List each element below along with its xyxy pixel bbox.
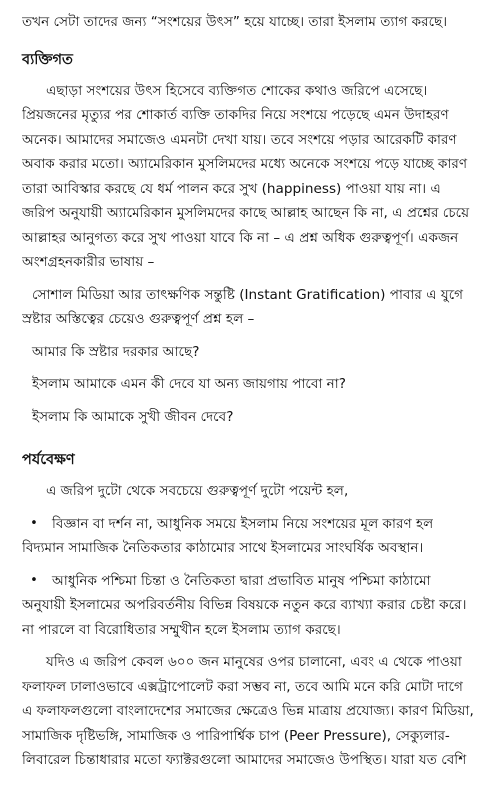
question-item: ইসলাম কি আমাকে সুখী জীবন দেবে? xyxy=(32,408,234,425)
question-item: ইসলাম আমাকে এমন কী দেবে যা অন্য জায়গায় পাবো না? xyxy=(32,376,346,392)
paragraph-line: অনেক। আমাদের সমাজেও এমনটা দেখা যায়। তবে সংশয়ে পড়ার আরেকটি কারণ xyxy=(22,131,457,148)
bullet-item xyxy=(22,569,484,643)
bullet-line: বিদ্যমান সামাজিক নৈতিকতার কাঠামোর সাথে ইসলামের সাংঘর্ষিক অবস্থান। xyxy=(22,540,424,556)
paragraph-line: যদিও এ জরিপ কেবল ৬০০ জন মানুষের ওপর চালানো, এবং এ থেকে পাওয়া xyxy=(46,654,462,670)
bullet-line: আধুনিক পশ্চিমা চিন্তা ও নৈতিকতা দ্বারা প্রভাবিত মানুষ পশ্চিমা কাঠামো xyxy=(52,572,431,589)
observation-intro: এ জরিপ দুটো থেকে সবচেয়ে গুরুত্বপূর্ণ দুটো পয়েন্ট হল, xyxy=(46,483,349,499)
paragraph-line: জরিপ অনুযায়ী অ্যামেরিকান মুসলিমদের কাছে আল্লাহ আছেন কি না, এ প্রশ্নের চেয়ে xyxy=(22,205,470,221)
intro-line: তখন সেটা তাদের জন্য “সংশয়ের উৎস” হয়ে যাচ্ছে। তারা ইসলাম ত্যাগ করছে। xyxy=(22,14,448,30)
quote-line: স্রষ্টার অস্তিত্বের চেয়েও গুরুত্বপূর্ণ প্রশ্ন হল – xyxy=(22,311,255,327)
paragraph-line: অবাক করার মতো। অ্যামেরিকান মুসলিমদের মধ্যে অনেকে সংশয়ে পড়ে যাচ্ছে কারণ xyxy=(22,156,468,172)
paragraph-line: আল্লাহর আনুগত্য করে সুখ পাওয়া যাবে কি না – এ প্রশ্ন অধিক গুরুত্বপূর্ণ। একজন xyxy=(22,229,459,246)
quote-line: সোশাল মিডিয়া আর তাৎক্ষণিক সন্তুষ্টি (Instant Gratification) পাবার এ যুগে xyxy=(32,286,464,303)
paragraph-line: লিবারেল চিন্তাধারার মতো ফ্যাক্টরগুলো আমাদের সমাজেও উপস্থিত। যারা যত বেশি xyxy=(22,752,467,768)
question-list xyxy=(22,340,484,430)
bullet-item xyxy=(22,512,484,561)
quote-block xyxy=(22,283,484,332)
paragraph-line: অংশগ্রহনকারীর ভাষায় – xyxy=(22,254,155,270)
closing-paragraph xyxy=(22,650,484,773)
section-heading-personal: ব্যক্তিগত xyxy=(22,51,73,68)
paragraph-line: প্রিয়জনের মৃত্যুর পর শোকার্ত ব্যক্তি তাকদির নিয়ে সংশয়ে পড়েছে এমন উদাহরণ xyxy=(22,107,449,123)
paragraph-line: এ ফলাফলগুলো বাংলাদেশের সমাজের ক্ষেত্রেও ভিন্ন মাত্রায় প্রযোজ্য। কারণ মিডিয়া, xyxy=(22,703,474,719)
bullet-line: না পারলে বা বিরোধিতার সম্মুখীন হলে ইসলাম ত্যাগ করছে। xyxy=(22,621,341,638)
bullet-marker: • xyxy=(30,572,38,588)
personal-paragraph xyxy=(22,79,484,275)
section-heading-observation: পর্যবেক্ষণ xyxy=(22,452,75,468)
bullet-line: অনুযায়ী ইসলামের অপরিবর্তনীয় বিভিন্ন বিষয়কে নতুন করে ব্যাখ্যা করার চেষ্টা করে। xyxy=(22,597,467,613)
paragraph-line: ফলাফল ঢালাওভাবে এক্সট্রাপোলেট করা সম্ভব না, তবে আমি মনে করি মোটা দাগে xyxy=(22,678,463,695)
question-item: আমার কি স্রষ্টার দরকার আছে? xyxy=(32,343,200,360)
bullet-line: বিজ্ঞান বা দর্শন না, আধুনিক সময়ে ইসলাম নিয়ে সংশয়ের মূল কারণ হল xyxy=(52,515,434,532)
bullet-marker: • xyxy=(30,515,38,531)
paragraph-line: সামাজিক দৃষ্টিভঙ্গি, সামাজিক ও পারিপার্শ্বিক চাপ (Peer Pressure), সেক্যুলার- xyxy=(22,727,450,744)
paragraph-line: তারা আবিস্কার করছে যে ধর্ম পালন করে সুখ (happiness) পাওয়া যায় না। এ xyxy=(22,180,441,197)
paragraph-line: এছাড়া সংশয়ের উৎস হিসেবে ব্যক্তিগত শোকের কথাও জরিপে এসেছে। xyxy=(46,82,428,99)
